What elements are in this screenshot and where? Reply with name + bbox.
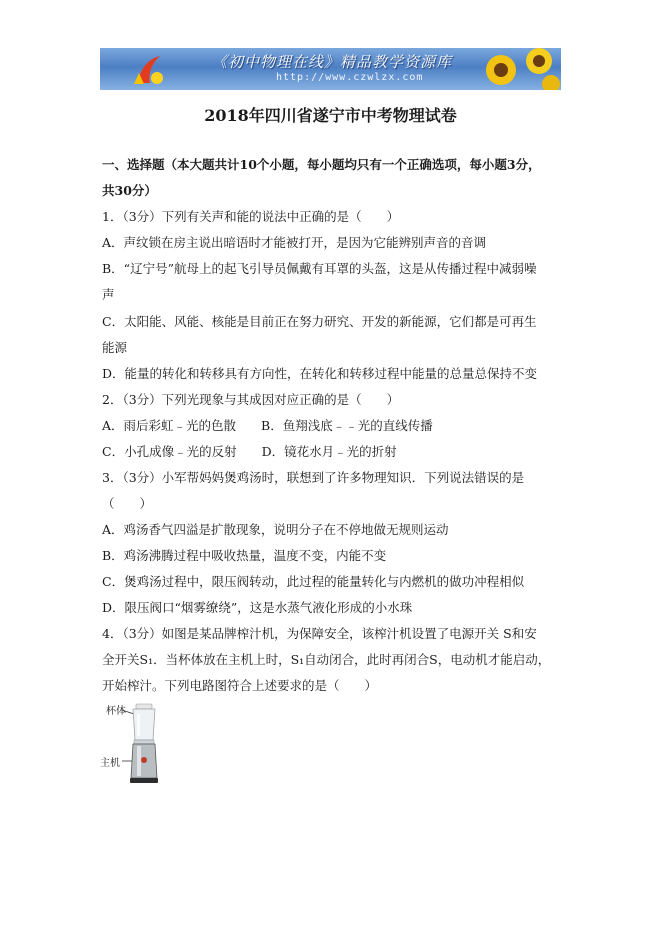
section-heading-cont: 共30分） — [102, 183, 157, 198]
question-3-cont: （ ） — [102, 496, 153, 511]
q3-option-a: A．鸡汤香气四溢是扩散现象，说明分子在不停地做无规则运动 — [102, 522, 449, 537]
question-4-cont2: 开始榨汁。下列电路图符合上述要求的是（ ） — [102, 678, 378, 693]
section-heading: 一、选择题（本大题共计10个小题，每小题均只有一个正确选项，每小题3分， — [102, 157, 541, 172]
q1-option-a: A．声纹锁在房主说出暗语时才能被打开，是因为它能辨别声音的音调 — [102, 235, 487, 250]
cup-label: 杯体 — [106, 706, 126, 717]
q1-option-c-cont: 能源 — [102, 340, 128, 355]
banner-url: http://www.czwlzx.com — [276, 72, 424, 83]
page-title: 2018年四川省遂宁市中考物理试卷 — [204, 106, 457, 125]
q1-option-b-cont: 声 — [102, 287, 115, 302]
site-logo-icon — [130, 53, 166, 87]
q3-option-d: D．限压阀口“烟雾缭绕”，这是水蒸气液化形成的小水珠 — [102, 600, 413, 615]
header-banner — [100, 48, 561, 90]
q2-options-cd: C．小孔成像﹣光的反射 D．镜花水月﹣光的折射 — [102, 444, 397, 459]
q3-option-c: C．煲鸡汤过程中，限压阀转动，此过程的能量转化与内燃机的做功冲程相似 — [102, 574, 525, 589]
q1-option-d: D．能量的转化和转移具有方向性，在转化和转移过程中能量的总量总保持不变 — [102, 366, 538, 381]
q2-options-ab: A．雨后彩虹﹣光的色散 B．鱼翔浅底﹣﹣光的直线传播 — [102, 418, 433, 433]
q1-option-c: C．太阳能、风能、核能是目前正在努力研究、开发的新能源，它们都是可再生 — [102, 314, 537, 329]
question-3: 3．（3分）小军帮妈妈煲鸡汤时，联想到了许多物理知识．下列说法错误的是 — [102, 470, 525, 485]
juicer-figure — [100, 700, 180, 786]
base-label: 主机 — [100, 758, 120, 769]
q1-option-b: B．“辽宁号”航母上的起飞引导员佩戴有耳罩的头盔，这是从传播过程中减弱噪 — [102, 261, 537, 276]
banner-title: 《初中物理在线》精品教学资源库 — [212, 53, 453, 71]
question-4-cont: 全开关S₁．当杯体放在主机上时，S₁自动闭合，此时再闭合S，电动机才能启动， — [102, 652, 551, 667]
question-1: 1．（3分）下列有关声和能的说法中正确的是（ ） — [102, 209, 400, 224]
question-4: 4．（3分）如图是某品牌榨汁机，为保障安全，该榨汁机设置了电源开关 S和安 — [102, 626, 537, 641]
question-2: 2．（3分）下列光现象与其成因对应正确的是（ ） — [102, 392, 400, 407]
q3-option-b: B．鸡汤沸腾过程中吸收热量，温度不变，内能不变 — [102, 548, 387, 563]
juicer-icon — [100, 700, 180, 786]
sunflower-decoration-icon — [471, 48, 561, 90]
